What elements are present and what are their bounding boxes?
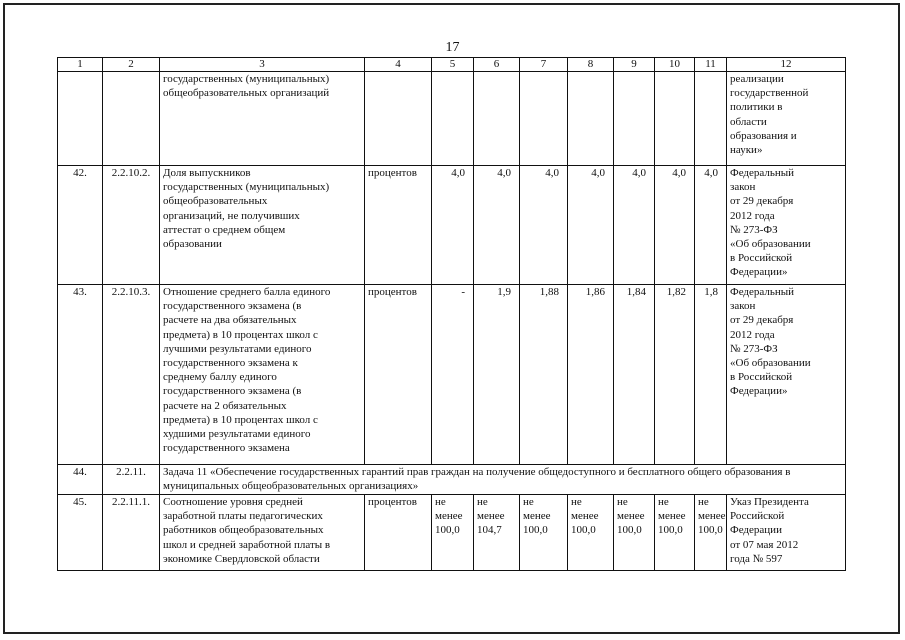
value-cell: 4,0 bbox=[520, 166, 568, 285]
indicator-name: Отношение среднего балла единого государственного экзамена (в расчете на два обязательных предмета) в 10 процентах школ с лучшими результатами единого государственного экзамена к среднему баллу единого государственного экзамена (в расчете на 2 обязательных предмета) в 10 процентах школ с худшими результатами единого государственного экзамена bbox=[160, 285, 365, 465]
header-cell: 6 bbox=[474, 58, 520, 72]
header-cell: 8 bbox=[568, 58, 614, 72]
row-number: 44. bbox=[58, 465, 103, 495]
value-cell bbox=[520, 72, 568, 166]
value-cell: 1,88 bbox=[520, 285, 568, 465]
row-number: 45. bbox=[58, 495, 103, 571]
value-cell: не менее 100,0 bbox=[432, 495, 474, 571]
value-cell: 4,0 bbox=[695, 166, 727, 285]
value-cell bbox=[474, 72, 520, 166]
header-cell: 7 bbox=[520, 58, 568, 72]
value-cell: 4,0 bbox=[474, 166, 520, 285]
unit-cell: процентов bbox=[365, 495, 432, 571]
value-cell: 1,8 bbox=[695, 285, 727, 465]
header-cell: 9 bbox=[614, 58, 655, 72]
header-cell: 11 bbox=[695, 58, 727, 72]
value-cell: 4,0 bbox=[432, 166, 474, 285]
row-code: 2.2.10.3. bbox=[103, 285, 160, 465]
unit-cell: процентов bbox=[365, 166, 432, 285]
table-row bbox=[58, 285, 846, 465]
legal-basis: реализации государственной политики в области образования и науки» bbox=[727, 72, 846, 166]
table-row bbox=[58, 465, 846, 495]
value-cell: не менее 104,7 bbox=[474, 495, 520, 571]
indicators-table bbox=[57, 57, 846, 571]
table-row bbox=[58, 495, 846, 571]
header-row bbox=[58, 58, 846, 72]
row-code bbox=[103, 72, 160, 166]
header-cell: 2 bbox=[103, 58, 160, 72]
legal-basis: Указ Президента Российской Федерации от 07 мая 2012 года № 597 bbox=[727, 495, 846, 571]
row-number bbox=[58, 72, 103, 166]
indicator-name: Соотношение уровня средней заработной платы педагогических работников общеобразовательных школ и средней заработной платы в экономике Свердловской области bbox=[160, 495, 365, 571]
table-row bbox=[58, 166, 846, 285]
header-cell: 3 bbox=[160, 58, 365, 72]
task-title: Задача 11 «Обеспечение государственных гарантий прав граждан на получение общедоступного и бесплатного общего образования в муниципальных общеобразовательных организациях» bbox=[160, 465, 846, 495]
value-cell: не менее 100,0 bbox=[614, 495, 655, 571]
value-cell: не менее 100,0 bbox=[568, 495, 614, 571]
header-cell: 1 bbox=[58, 58, 103, 72]
value-cell: 1,86 bbox=[568, 285, 614, 465]
row-code: 2.2.10.2. bbox=[103, 166, 160, 285]
row-number: 43. bbox=[58, 285, 103, 465]
row-code: 2.2.11. bbox=[103, 465, 160, 495]
header-cell: 5 bbox=[432, 58, 474, 72]
table-row bbox=[58, 72, 846, 166]
value-cell bbox=[568, 72, 614, 166]
row-number: 42. bbox=[58, 166, 103, 285]
header-cell: 10 bbox=[655, 58, 695, 72]
legal-basis: Федеральный закон от 29 декабря 2012 года № 273-ФЗ «Об образовании в Российской Федерации» bbox=[727, 285, 846, 465]
indicator-name: Доля выпускников государственных (муниципальных) общеобразовательных организаций, не получивших аттестат о среднем общем образовании bbox=[160, 166, 365, 285]
value-cell: 4,0 bbox=[614, 166, 655, 285]
value-cell: 1,82 bbox=[655, 285, 695, 465]
value-cell bbox=[695, 72, 727, 166]
value-cell: 4,0 bbox=[655, 166, 695, 285]
value-cell: 1,84 bbox=[614, 285, 655, 465]
value-cell bbox=[432, 72, 474, 166]
value-cell: 4,0 bbox=[568, 166, 614, 285]
header-cell: 4 bbox=[365, 58, 432, 72]
legal-basis: Федеральный закон от 29 декабря 2012 года № 273-ФЗ «Об образовании в Российской Федерации» bbox=[727, 166, 846, 285]
value-cell: 1,9 bbox=[474, 285, 520, 465]
value-cell bbox=[655, 72, 695, 166]
header-cell: 12 bbox=[727, 58, 846, 72]
value-cell: - bbox=[432, 285, 474, 465]
value-cell: не менее 100,0 bbox=[520, 495, 568, 571]
indicator-name: государственных (муниципальных) общеобразовательных организаций bbox=[160, 72, 365, 166]
value-cell bbox=[614, 72, 655, 166]
page-number: 17 bbox=[445, 40, 460, 55]
unit-cell bbox=[365, 72, 432, 166]
unit-cell: процентов bbox=[365, 285, 432, 465]
value-cell: не менее 100,0 bbox=[655, 495, 695, 571]
row-code: 2.2.11.1. bbox=[103, 495, 160, 571]
value-cell: не менее 100,0 bbox=[695, 495, 727, 571]
